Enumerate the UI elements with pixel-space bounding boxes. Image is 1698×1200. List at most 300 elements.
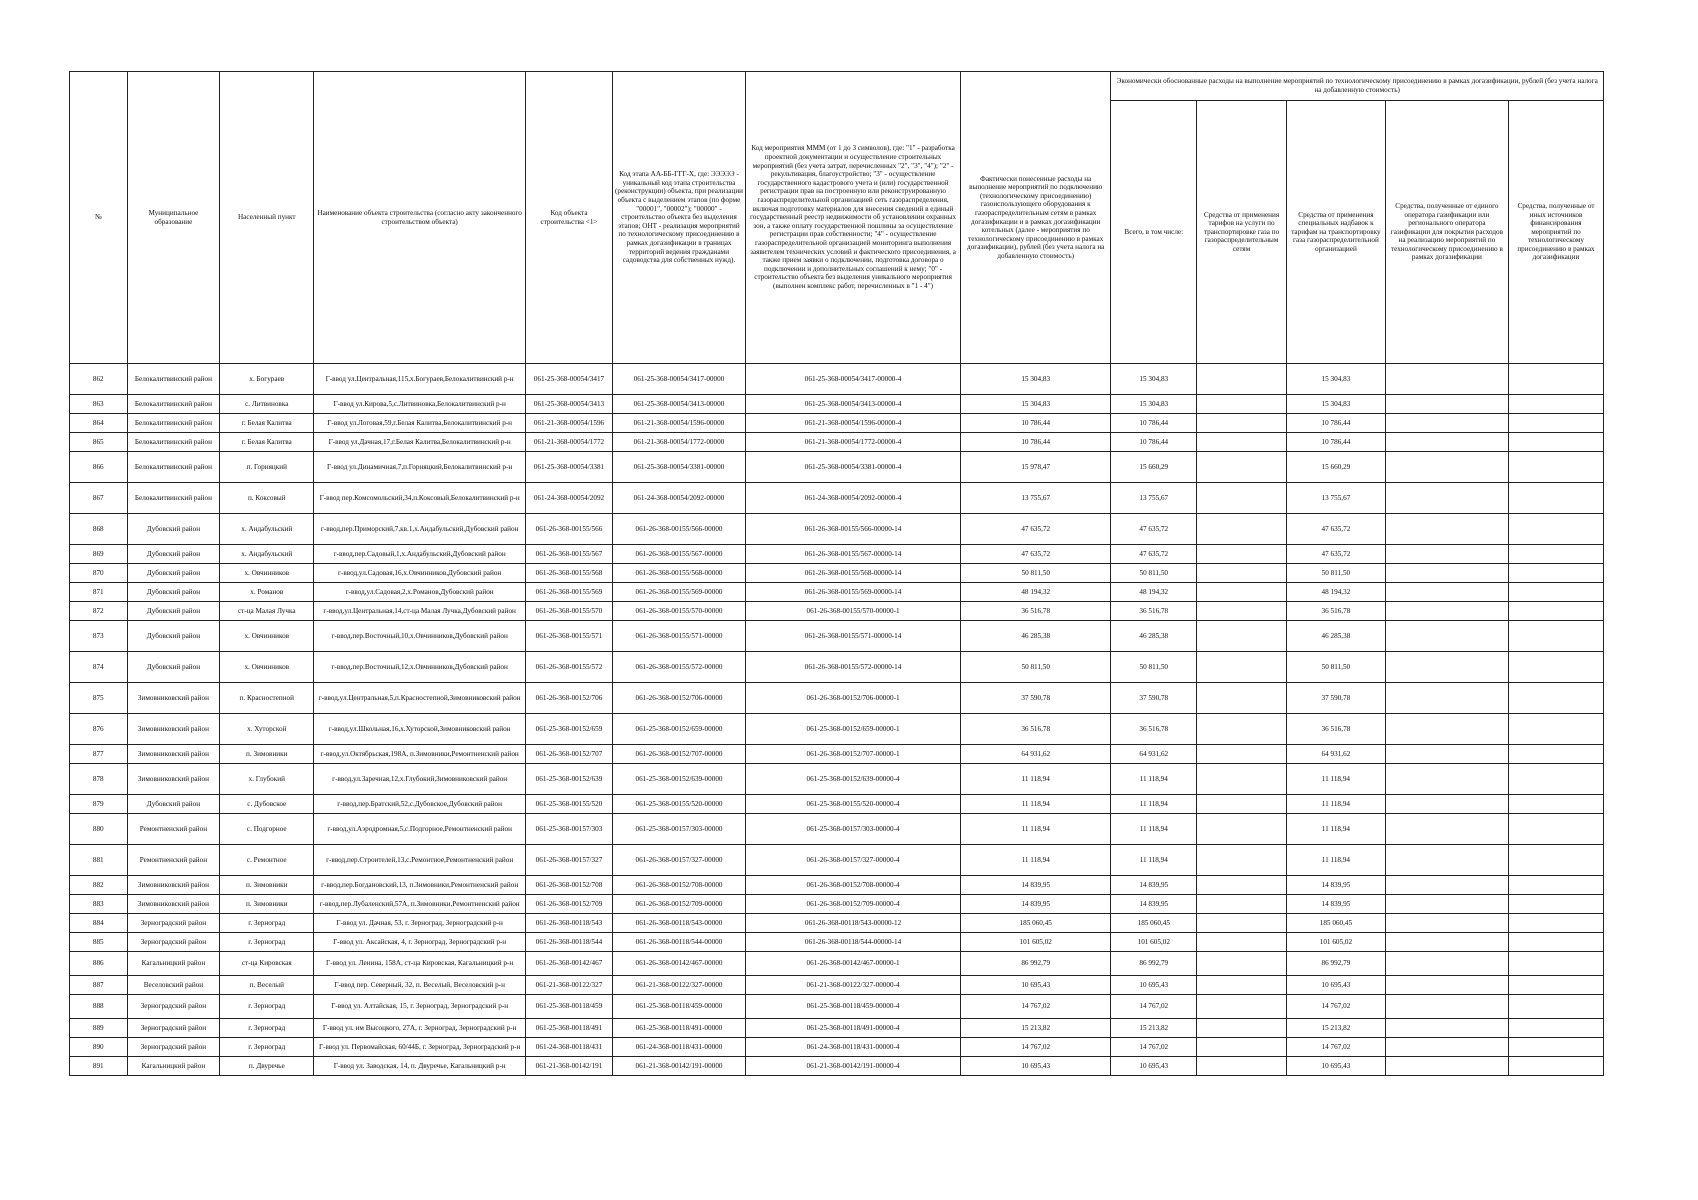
cell-single-operator	[1385, 895, 1508, 914]
cell-tariff-transport	[1197, 952, 1287, 976]
table-row	[70, 395, 1604, 414]
cell-event-code: 061-25-368-00118/491-00000-4	[746, 1019, 961, 1038]
table-row	[70, 814, 1604, 845]
cell-municipality: Зимовниковский район	[127, 745, 220, 764]
cell-object-code: 061-26-368-00142/467	[526, 952, 613, 976]
cell-object-name: г-ввод,ул.Школьная,16,х.Хуторской,Зимовниковский район	[314, 714, 526, 745]
cell-tariff-transport	[1197, 876, 1287, 895]
cell-stage-code: 061-25-368-00152/639-00000	[612, 764, 745, 795]
cell-total: 11 118,94	[1111, 814, 1197, 845]
header-total: Всего, в том числе:	[1111, 101, 1197, 364]
cell-object-name: г-ввод,пер.Строителей,13,с.Ремонтное,Ремонтненский район	[314, 845, 526, 876]
cell-other-sources	[1508, 483, 1603, 514]
cell-municipality: Белокалитвинский район	[127, 414, 220, 433]
cell-single-operator	[1385, 514, 1508, 545]
cell-single-operator	[1385, 395, 1508, 414]
cell-special-markups: 13 755,67	[1286, 483, 1385, 514]
cell-single-operator	[1385, 414, 1508, 433]
cell-tariff-transport	[1197, 545, 1287, 564]
cell-special-markups: 36 516,78	[1286, 714, 1385, 745]
header-actual-costs: Фактически понесенные расходы на выполнение мероприятий по подключению (технологическому присоединению) газоиспользующего оборудования к газораспределительным сетям в рамках догазификации и в рамках догазификации котельных (далее - мероприятия по технологическому присоединению в рамках догазификации), рублей (без учета налога на добавленную стоимость)	[961, 72, 1111, 364]
cell-single-operator	[1385, 433, 1508, 452]
cell-settlement: ст-ца Малая Лучка	[220, 602, 314, 621]
cell-num: 879	[70, 795, 128, 814]
cell-object-code: 061-25-368-00118/459	[526, 995, 613, 1019]
cell-object-name: г-ввод,ул.Центральная,14,ст-ца Малая Лучка,Дубовский район	[314, 602, 526, 621]
cell-object-code: 061-25-368-00152/659	[526, 714, 613, 745]
cell-municipality: Зимовниковский район	[127, 714, 220, 745]
cell-actual-costs: 37 590,78	[961, 683, 1111, 714]
cell-tariff-transport	[1197, 452, 1287, 483]
cell-object-code: 061-26-368-00155/569	[526, 583, 613, 602]
cell-tariff-transport	[1197, 914, 1287, 933]
table-row	[70, 1038, 1604, 1057]
cell-municipality: Дубовский район	[127, 602, 220, 621]
cell-num: 865	[70, 433, 128, 452]
cell-stage-code: 061-21-368-00142/191-00000	[612, 1057, 745, 1076]
spreadsheet-page	[69, 71, 1604, 1076]
cell-settlement: п. Двуречье	[220, 1057, 314, 1076]
cell-object-code: 061-24-368-00118/431	[526, 1038, 613, 1057]
cell-tariff-transport	[1197, 514, 1287, 545]
cell-tariff-transport	[1197, 621, 1287, 652]
cell-settlement: п. Зимовники	[220, 745, 314, 764]
cell-object-name: г-ввод,пер.Богдановский,13, п.Зимовники,Ремонтненский район	[314, 876, 526, 895]
cell-num: 862	[70, 364, 128, 395]
cell-special-markups: 15 304,83	[1286, 395, 1385, 414]
cell-settlement: х. Андабульский	[220, 514, 314, 545]
cell-actual-costs: 185 060,45	[961, 914, 1111, 933]
cell-event-code: 061-25-368-00157/303-00000-4	[746, 814, 961, 845]
cell-single-operator	[1385, 1038, 1508, 1057]
cell-object-name: Г-ввод ул. им Высоцкого, 27А, г. Зерноград, Зерноградский р-н	[314, 1019, 526, 1038]
cell-single-operator	[1385, 364, 1508, 395]
cell-stage-code: 061-26-368-00152/706-00000	[612, 683, 745, 714]
table-row	[70, 745, 1604, 764]
cell-total: 46 285,38	[1111, 621, 1197, 652]
cell-special-markups: 15 660,29	[1286, 452, 1385, 483]
cell-other-sources	[1508, 433, 1603, 452]
cell-event-code: 061-26-368-00118/544-00000-14	[746, 933, 961, 952]
cell-num: 869	[70, 545, 128, 564]
cell-municipality: Белокалитвинский район	[127, 483, 220, 514]
cell-settlement: п. Зимовники	[220, 895, 314, 914]
cell-total: 14 767,02	[1111, 1038, 1197, 1057]
cell-other-sources	[1508, 845, 1603, 876]
table-row	[70, 545, 1604, 564]
cell-municipality: Кагальницкий район	[127, 952, 220, 976]
cell-stage-code: 061-26-368-00118/544-00000	[612, 933, 745, 952]
table-row	[70, 764, 1604, 795]
cell-object-code: 061-26-368-00152/708	[526, 876, 613, 895]
cell-special-markups: 15 304,83	[1286, 364, 1385, 395]
cell-other-sources	[1508, 602, 1603, 621]
cell-stage-code: 061-24-368-00054/2092-00000	[612, 483, 745, 514]
cell-special-markups: 11 118,94	[1286, 845, 1385, 876]
cell-object-name: Г-ввод ул.Кирова,5,с.Литвиновка,Белокалитвинский р-н	[314, 395, 526, 414]
cell-object-code: 061-25-368-00157/303	[526, 814, 613, 845]
cell-total: 101 605,02	[1111, 933, 1197, 952]
cell-tariff-transport	[1197, 795, 1287, 814]
cell-num: 875	[70, 683, 128, 714]
cell-object-code: 061-26-368-00118/543	[526, 914, 613, 933]
cell-actual-costs: 46 285,38	[961, 621, 1111, 652]
cell-total: 10 695,43	[1111, 1057, 1197, 1076]
table-row	[70, 845, 1604, 876]
cell-municipality: Ремонтненский район	[127, 845, 220, 876]
cell-municipality: Зимовниковский район	[127, 895, 220, 914]
cell-special-markups: 11 118,94	[1286, 814, 1385, 845]
cell-special-markups: 14 839,95	[1286, 876, 1385, 895]
cell-tariff-transport	[1197, 764, 1287, 795]
cell-actual-costs: 10 786,44	[961, 414, 1111, 433]
cell-total: 48 194,32	[1111, 583, 1197, 602]
cell-settlement: х. Хуторской	[220, 714, 314, 745]
cell-stage-code: 061-24-368-00118/431-00000	[612, 1038, 745, 1057]
cell-num: 872	[70, 602, 128, 621]
cell-num: 888	[70, 995, 128, 1019]
cell-event-code: 061-24-368-00054/2092-00000-4	[746, 483, 961, 514]
cell-object-name: Г-ввод ул. Заводская, 14, п. Двуречье, Кагальницкий р-н	[314, 1057, 526, 1076]
cell-event-code: 061-26-368-00152/709-00000-4	[746, 895, 961, 914]
table-row	[70, 1019, 1604, 1038]
cell-settlement: х. Романов	[220, 583, 314, 602]
cell-municipality: Веселовский район	[127, 976, 220, 995]
cell-event-code: 061-26-368-00118/543-00000-12	[746, 914, 961, 933]
cell-stage-code: 061-25-368-00054/3417-00000	[612, 364, 745, 395]
cell-object-name: Г-ввод ул. Дачная, 53, г. Зерноград, Зерноградский р-н	[314, 914, 526, 933]
cell-num: 885	[70, 933, 128, 952]
cell-object-code: 061-25-368-00054/3381	[526, 452, 613, 483]
cell-object-name: г-ввод,ул.Центральная,5,п.Красностепной,Зимовниковский район	[314, 683, 526, 714]
cell-single-operator	[1385, 952, 1508, 976]
cell-object-code: 061-26-368-00155/570	[526, 602, 613, 621]
cell-object-code: 061-25-368-00152/639	[526, 764, 613, 795]
cell-municipality: Дубовский район	[127, 514, 220, 545]
cell-single-operator	[1385, 683, 1508, 714]
cell-municipality: Дубовский район	[127, 652, 220, 683]
cell-event-code: 061-21-368-00054/1772-00000-4	[746, 433, 961, 452]
cell-special-markups: 15 213,82	[1286, 1019, 1385, 1038]
cell-object-name: г-ввод,ул.Октябрьская,198А, п.Зимовники,Ремонтненский район	[314, 745, 526, 764]
cell-single-operator	[1385, 764, 1508, 795]
cell-total: 36 516,78	[1111, 714, 1197, 745]
cell-special-markups: 10 786,44	[1286, 414, 1385, 433]
cell-total: 50 811,50	[1111, 652, 1197, 683]
cell-tariff-transport	[1197, 395, 1287, 414]
cell-special-markups: 11 118,94	[1286, 764, 1385, 795]
cell-object-name: г-ввод,пер.Восточный,12,х.Овчинников,Дубовский район	[314, 652, 526, 683]
cell-settlement: г. Зерноград	[220, 995, 314, 1019]
cell-special-markups: 48 194,32	[1286, 583, 1385, 602]
cell-num: 889	[70, 1019, 128, 1038]
cell-total: 11 118,94	[1111, 795, 1197, 814]
cell-num: 883	[70, 895, 128, 914]
cell-object-code: 061-25-368-00054/3413	[526, 395, 613, 414]
cell-single-operator	[1385, 876, 1508, 895]
cell-event-code: 061-26-368-00152/706-00000-1	[746, 683, 961, 714]
cell-object-name: г-ввод,ул.Аэродромная,5,с.Подгорное,Ремонтненский район	[314, 814, 526, 845]
cell-single-operator	[1385, 652, 1508, 683]
cell-total: 15 213,82	[1111, 1019, 1197, 1038]
cell-num: 874	[70, 652, 128, 683]
cell-object-code: 061-26-368-00152/709	[526, 895, 613, 914]
cell-num: 873	[70, 621, 128, 652]
cell-object-code: 061-25-368-00118/491	[526, 1019, 613, 1038]
cell-actual-costs: 11 118,94	[961, 764, 1111, 795]
cell-special-markups: 10 786,44	[1286, 433, 1385, 452]
cell-total: 47 635,72	[1111, 514, 1197, 545]
cell-stage-code: 061-21-368-00122/327-00000	[612, 976, 745, 995]
table-row	[70, 795, 1604, 814]
cell-stage-code: 061-25-368-00155/520-00000	[612, 795, 745, 814]
cell-stage-code: 061-25-368-00054/3381-00000	[612, 452, 745, 483]
cell-tariff-transport	[1197, 933, 1287, 952]
cell-num: 870	[70, 564, 128, 583]
cell-single-operator	[1385, 545, 1508, 564]
cell-special-markups: 50 811,50	[1286, 564, 1385, 583]
cell-single-operator	[1385, 814, 1508, 845]
cell-actual-costs: 10 695,43	[961, 976, 1111, 995]
cell-municipality: Дубовский район	[127, 545, 220, 564]
header-group-economic-costs: Экономически обоснованные расходы на выполнение мероприятий по технологическому присоединению в рамках догазификации, рублей (без учета налога на добавленную стоимость)	[1111, 72, 1604, 101]
cell-object-code: 061-24-368-00054/2092	[526, 483, 613, 514]
cell-settlement: п. Зимовники	[220, 876, 314, 895]
cell-object-name: г-ввод,ул.Садовая,2,х.Романов,Дубовский район	[314, 583, 526, 602]
table-row	[70, 621, 1604, 652]
cell-object-name: г-ввод,пер.Садовый,1,х.Андабульский,Дубовский район	[314, 545, 526, 564]
table-row	[70, 952, 1604, 976]
cell-special-markups: 14 767,02	[1286, 1038, 1385, 1057]
cell-other-sources	[1508, 895, 1603, 914]
cell-object-code: 061-21-368-00142/191	[526, 1057, 613, 1076]
cell-object-code: 061-26-368-00155/566	[526, 514, 613, 545]
cell-stage-code: 061-26-368-00152/709-00000	[612, 895, 745, 914]
cell-stage-code: 061-26-368-00152/708-00000	[612, 876, 745, 895]
cell-settlement: г. Белая Калитва	[220, 414, 314, 433]
cell-event-code: 061-26-368-00155/569-00000-14	[746, 583, 961, 602]
cell-stage-code: 061-26-368-00155/566-00000	[612, 514, 745, 545]
cell-event-code: 061-25-368-00118/459-00000-4	[746, 995, 961, 1019]
cell-object-name: Г-ввод ул.Дачная,17,г.Белая Калитва,Белокалитвинский р-н	[314, 433, 526, 452]
table-row	[70, 976, 1604, 995]
cell-municipality: Белокалитвинский район	[127, 433, 220, 452]
cell-total: 64 931,62	[1111, 745, 1197, 764]
cell-actual-costs: 10 786,44	[961, 433, 1111, 452]
cell-single-operator	[1385, 845, 1508, 876]
cell-other-sources	[1508, 995, 1603, 1019]
cell-single-operator	[1385, 914, 1508, 933]
cell-num: 881	[70, 845, 128, 876]
cell-municipality: Белокалитвинский район	[127, 395, 220, 414]
cell-settlement: п. Красностепной	[220, 683, 314, 714]
cell-settlement: п. Горняцкий	[220, 452, 314, 483]
cell-num: 867	[70, 483, 128, 514]
cell-actual-costs: 11 118,94	[961, 795, 1111, 814]
cell-event-code: 061-21-368-00142/191-00000-4	[746, 1057, 961, 1076]
cell-tariff-transport	[1197, 1019, 1287, 1038]
cell-total: 15 660,29	[1111, 452, 1197, 483]
cell-stage-code: 061-25-368-00157/303-00000	[612, 814, 745, 845]
cell-single-operator	[1385, 1019, 1508, 1038]
cell-actual-costs: 11 118,94	[961, 814, 1111, 845]
cell-special-markups: 14 767,02	[1286, 995, 1385, 1019]
cell-stage-code: 061-21-368-00054/1772-00000	[612, 433, 745, 452]
cell-municipality: Ремонтненский район	[127, 814, 220, 845]
cell-municipality: Зимовниковский район	[127, 764, 220, 795]
cell-other-sources	[1508, 914, 1603, 933]
cell-tariff-transport	[1197, 814, 1287, 845]
cell-object-code: 061-26-368-00152/706	[526, 683, 613, 714]
table-row	[70, 514, 1604, 545]
cell-special-markups: 101 605,02	[1286, 933, 1385, 952]
cell-other-sources	[1508, 564, 1603, 583]
cell-special-markups: 64 931,62	[1286, 745, 1385, 764]
cell-municipality: Зерноградский район	[127, 933, 220, 952]
cell-settlement: с. Подгорное	[220, 814, 314, 845]
cell-object-code: 061-26-368-00157/327	[526, 845, 613, 876]
cell-event-code: 061-25-368-00054/3413-00000-4	[746, 395, 961, 414]
cell-stage-code: 061-25-368-00054/3413-00000	[612, 395, 745, 414]
cell-special-markups: 47 635,72	[1286, 545, 1385, 564]
cell-event-code: 061-26-368-00155/570-00000-1	[746, 602, 961, 621]
cell-actual-costs: 47 635,72	[961, 545, 1111, 564]
cell-object-name: г-ввод,ул.Садовая,16,х.Овчинников,Дубовский район	[314, 564, 526, 583]
cell-total: 10 786,44	[1111, 433, 1197, 452]
cell-stage-code: 061-26-368-00155/570-00000	[612, 602, 745, 621]
cell-municipality: Дубовский район	[127, 564, 220, 583]
cell-object-code: 061-21-368-00054/1772	[526, 433, 613, 452]
cell-total: 36 516,78	[1111, 602, 1197, 621]
cell-stage-code: 061-26-368-00155/572-00000	[612, 652, 745, 683]
cell-settlement: с. Литвиновка	[220, 395, 314, 414]
cell-tariff-transport	[1197, 483, 1287, 514]
cell-municipality: Дубовский район	[127, 795, 220, 814]
cell-tariff-transport	[1197, 433, 1287, 452]
cell-event-code: 061-26-368-00142/467-00000-1	[746, 952, 961, 976]
cell-actual-costs: 48 194,32	[961, 583, 1111, 602]
table-row	[70, 583, 1604, 602]
cell-event-code: 061-26-368-00155/572-00000-14	[746, 652, 961, 683]
cell-stage-code: 061-25-368-00118/459-00000	[612, 995, 745, 1019]
cell-event-code: 061-25-368-00152/639-00000-4	[746, 764, 961, 795]
cell-actual-costs: 86 992,79	[961, 952, 1111, 976]
table-row	[70, 414, 1604, 433]
cell-other-sources	[1508, 364, 1603, 395]
cell-total: 13 755,67	[1111, 483, 1197, 514]
cell-event-code: 061-26-368-00155/571-00000-14	[746, 621, 961, 652]
cell-num: 890	[70, 1038, 128, 1057]
cell-municipality: Кагальницкий район	[127, 1057, 220, 1076]
cell-settlement: х. Глубокий	[220, 764, 314, 795]
cell-num: 882	[70, 876, 128, 895]
cell-settlement: ст-ца Кировская	[220, 952, 314, 976]
cell-settlement: х. Овчинников	[220, 564, 314, 583]
cell-single-operator	[1385, 795, 1508, 814]
cell-num: 868	[70, 514, 128, 545]
cell-event-code: 061-26-368-00155/567-00000-14	[746, 545, 961, 564]
cell-municipality: Зерноградский район	[127, 1019, 220, 1038]
cell-municipality: Белокалитвинский район	[127, 364, 220, 395]
cell-single-operator	[1385, 933, 1508, 952]
cell-other-sources	[1508, 933, 1603, 952]
table-row	[70, 914, 1604, 933]
cell-other-sources	[1508, 452, 1603, 483]
header-settlement: Населенный пункт	[220, 72, 314, 364]
header-special-markups: Средства от применения специальных надбавок к тарифам на транспортировку газа газораспределительной организацией	[1286, 101, 1385, 364]
cell-other-sources	[1508, 652, 1603, 683]
cell-other-sources	[1508, 683, 1603, 714]
cell-stage-code: 061-26-368-00155/569-00000	[612, 583, 745, 602]
cell-object-code: 061-25-368-00054/3417	[526, 364, 613, 395]
cell-special-markups: 185 060,45	[1286, 914, 1385, 933]
cell-num: 876	[70, 714, 128, 745]
cell-actual-costs: 10 695,43	[961, 1057, 1111, 1076]
header-tariff-transport: Средства от применения тарифов на услуги по транспортировке газа по газораспределительным сетям	[1197, 101, 1287, 364]
cell-tariff-transport	[1197, 995, 1287, 1019]
cell-object-name: Г-ввод ул. Первомайская, 60/44Б, г. Зерноград, Зерноградский р-н	[314, 1038, 526, 1057]
cell-tariff-transport	[1197, 364, 1287, 395]
cell-event-code: 061-26-368-00157/327-00000-4	[746, 845, 961, 876]
cell-other-sources	[1508, 545, 1603, 564]
cell-num: 864	[70, 414, 128, 433]
table-row	[70, 564, 1604, 583]
table-row	[70, 995, 1604, 1019]
cell-object-code: 061-26-368-00155/571	[526, 621, 613, 652]
cell-single-operator	[1385, 452, 1508, 483]
cell-object-name: Г-ввод ул.Центральная,115,х.Богураев,Белокалитвинский р-н	[314, 364, 526, 395]
cell-tariff-transport	[1197, 602, 1287, 621]
cell-stage-code: 061-21-368-00054/1596-00000	[612, 414, 745, 433]
header-event-code: Код мероприятия МММ (от 1 до 3 символов), где: "1" - разработка проектной документации и осуществление строительных мероприятий (без учета затрат, перечисленных "2", "3", "4"); "2" - рекультивация, благоустройство; "3" - осуществление государственного кадастрового учета и (или) государственной регистрации прав на построенную или реконструированную газораспределительной организацией сеть газораспределения, включая подготовку материалов для внесения сведений в единый государственный реестр недвижимости об установлении охранных зон, а также оплату государственной пошлины за осуществление регистрации прав собственности; "4" - осуществление газораспределительной организацией мониторинга выполнения заявителем технических условий и фактического присоединения, а также прием заявки о подключении, подготовка договора о подключении и дополнительных соглашений к нему; "0" - строительство объекта без выделения уникального мероприятия (выполнен комплекс работ, перечисленных в "1 - 4")	[746, 72, 961, 364]
table-row	[70, 483, 1604, 514]
cell-special-markups: 14 839,95	[1286, 895, 1385, 914]
cell-tariff-transport	[1197, 845, 1287, 876]
cell-single-operator	[1385, 621, 1508, 652]
cell-tariff-transport	[1197, 1057, 1287, 1076]
cell-event-code: 061-25-368-00054/3381-00000-4	[746, 452, 961, 483]
table-row	[70, 602, 1604, 621]
cell-object-code: 061-21-368-00122/327	[526, 976, 613, 995]
cell-tariff-transport	[1197, 583, 1287, 602]
cell-event-code: 061-21-368-00122/327-00000-4	[746, 976, 961, 995]
cell-object-code: 061-21-368-00054/1596	[526, 414, 613, 433]
cell-stage-code: 061-26-368-00118/543-00000	[612, 914, 745, 933]
cell-object-code: 061-26-368-00155/568	[526, 564, 613, 583]
cell-num: 891	[70, 1057, 128, 1076]
cell-settlement: х. Овчинников	[220, 652, 314, 683]
cell-num: 866	[70, 452, 128, 483]
cell-other-sources	[1508, 952, 1603, 976]
cell-actual-costs: 50 811,50	[961, 652, 1111, 683]
cell-other-sources	[1508, 583, 1603, 602]
cell-total: 14 839,95	[1111, 895, 1197, 914]
cell-single-operator	[1385, 714, 1508, 745]
cell-special-markups: 36 516,78	[1286, 602, 1385, 621]
cell-settlement: х. Овчинников	[220, 621, 314, 652]
cell-single-operator	[1385, 583, 1508, 602]
cell-other-sources	[1508, 795, 1603, 814]
cell-other-sources	[1508, 1038, 1603, 1057]
cell-other-sources	[1508, 764, 1603, 795]
cell-other-sources	[1508, 621, 1603, 652]
table-row	[70, 895, 1604, 914]
cell-object-name: г-ввод,пер.Братский,52,с.Дубовское,Дубовский район	[314, 795, 526, 814]
cell-special-markups: 10 695,43	[1286, 976, 1385, 995]
cell-object-name: г-ввод,ул.Заречная,12,х.Глубокий,Зимовниковский район	[314, 764, 526, 795]
cell-single-operator	[1385, 602, 1508, 621]
cell-num: 878	[70, 764, 128, 795]
